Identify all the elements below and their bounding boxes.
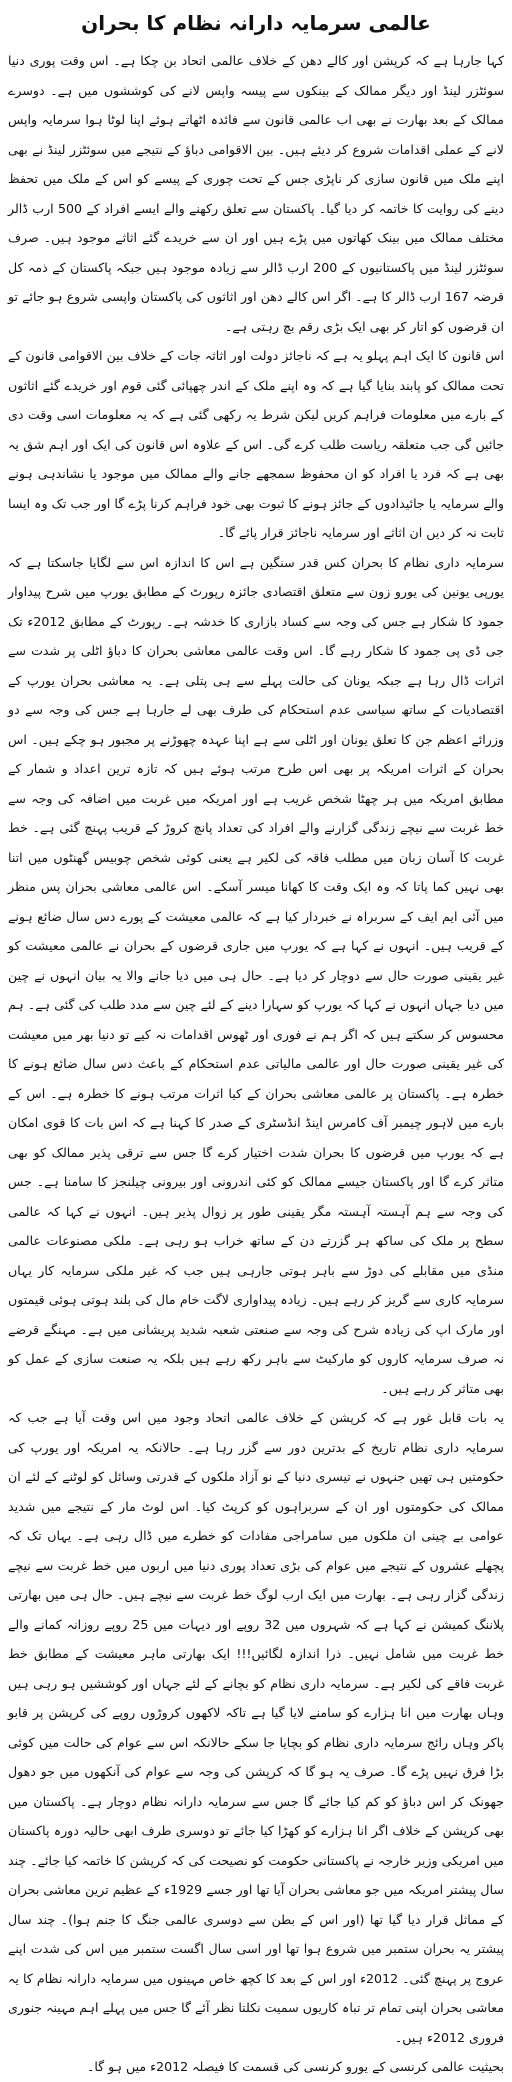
article-paragraph: سرمایہ داری نظام کا بحران کس قدر سنگین ہے اس کا اندازہ اس سے لگایا جاسکتا ہے کہ یورپی یونین کی یورو زون سے متعلق اقتصادی جائزہ رپورٹ کے مطابق یورپ میں شرح پیداوار جمود کا شکار ہے جس کی وجہ سے کساد بازاری کا خدشہ ہے۔ رپورٹ کے مطابق 2012ء تک جی ڈی پی جمود کا شکار رہے گا۔ اس وقت عالمی معاشی بحران کا دباؤ اٹلی پر شدت سے اثرات ڈال رہا ہے جبکہ یونان کی حالت پہلے سے ہی پتلی ہے۔ یہ معاشی بحران یورپ کے اقتصادیات کے ساتھ سیاسی عدم استحکام کی طرف بھی لے جارہا ہے جس کی وجہ سے دو وزرائے اعظم جن کا تعلق یونان اور اٹلی سے ہے اپنا عہدہ چھوڑنے پر مجبور ہو چکے ہیں۔ اس بحران کے اثرات امریکہ پر بھی اس طرح مرتب ہوئے ہیں کہ تازہ ترین اعداد و شمار کے مطابق امریکہ میں ہر چھٹا شخص غریب ہے اور امریکہ میں غربت میں اضافہ کی وجہ سے خط غربت سے نیچے زندگی گزارنے والے افراد کی تعداد پانچ کروڑ کے قریب پہنچ گئی ہے۔ خط غربت کا آسان زبان میں مطلب فاقہ کی لکیر ہے یعنی کوئی شخص چوبیس گھنٹوں میں اتنا بھی نہیں کما پاتا کہ وہ ایک وقت کا کھانا میسر آسکے۔ اس عالمی معاشی بحران پس منظر میں آئی ایم ایف کے سربراہ نے خبردار کیا ہے کہ عالمی معیشت کے پورے دس سال ضائع ہونے کے قریب ہیں۔ انہوں نے کہا ہے کہ یورپ میں جاری قرضوں کے بحران نے عالمی معیشت کو غیر یقینی صورت حال سے دوچار کر دیا ہے۔ حال ہی میں دیا جانے والا یہ بیان انہوں نے چین میں دیا جہاں انہوں نے کہا کہ یورپ کو سہارا دینے کے لئے چین سے مدد طلب کی گئی ہے۔ ہم محسوس کر سکتے ہیں کہ اگر ہم نے فوری اور ٹھوس اقدامات نہ کیے تو دنیا بھر میں معیشت کی غیر یقینی صورت حال اور عالمی مالیاتی عدم استحکام کے باعث دس سال ضائع ہونے کا خطرہ ہے۔ پاکستان پر عالمی معاشی بحران کے کیا اثرات مرتب ہونے کا خطرہ ہے۔ اس کے بارے میں لاہور چیمبر آف کامرس اینڈ انڈسٹری کے صدر کا کہنا ہے کہ اس بات کا قوی امکان ہے کہ یورپ میں قرضوں کا بحران شدت اختیار کرے گا جس سے ترقی پذیر ممالک کو بھی متاثر کرے گا اور پاکستان جیسے ممالک کو کئی اندرونی اور بیرونی چیلنجز کا سامنا ہے۔ جس کی وجہ سے ہم آہستہ آہستہ مگر یقینی طور پر زوال پذیر ہیں۔ انہوں نے کہا کہ عالمی سطح پر ملک کی ساکھ ہر گزرتے دن کے ساتھ خراب ہو رہی ہے۔ ملکی مصنوعات عالمی منڈی میں مقابلے کی دوڑ سے باہر ہوتی جارہی ہیں جب کہ غیر ملکی سرمایہ کار یہاں سرمایہ کاری سے گریز کر رہے ہیں۔ زیادہ پیداواری لاگت خام مال کی بلند ہوتی ہوئی قیمتوں اور مارک اپ کی زیادہ شرح کی وجہ سے صنعتی شعبہ شدید پریشانی میں ہے۔ مہنگے قرضے نہ صرف سرمایہ کاروں کو مارکیٹ سے باہر رکھ رہے ہیں بلکہ یہ صنعت سازی کے عمل کو بھی متاثر کر رہے ہیں۔ — [8, 554, 505, 1396]
article-paragraph: اس قانون کا ایک اہم پہلو یہ ہے کہ ناجائز دولت اور اثاثہ جات کے خلاف بین الاقوامی قانون کے تحت ممالک کو پابند بنایا گیا ہے کہ وہ اپنے ملک کے اندر چھپائی گئی قوم اور خریدے گئے اثاثوں کے بارے میں معلومات فراہم کریں لیکن شرط یہ رکھی گئی ہے کہ یہ معلومات اسی وقت دی جائیں گی جب متعلقہ ریاست طلب کرے گی۔ اس کے علاوہ اس قانون کی ایک اور اہم شق یہ بھی ہے کہ فرد یا افراد کو ان محفوظ سمجھے جانے والے ممالک میں موجود یا نشاندہی ہونے والے سرمایہ یا جائیدادوں کے جائز ہونے کا ثبوت بھی خود فراہم کرنا پڑے گا اور جب تک وہ ایسا ثابت نہ کر دیں ان اثاثے اور سرمایہ ناجائز قرار پائے گا۔ — [8, 348, 504, 540]
article-closing-line: بحیثیت عالمی کرنسی کے یورو کرنسی کی قسمت کا فیصلہ 2012ء میں ہو گا۔ — [86, 2059, 504, 2074]
article-title: عالمی سرمایہ دارانہ نظام کا بحران — [81, 11, 431, 35]
article-paragraph: یہ بات قابل غور ہے کہ کرپشن کے خلاف عالمی اتحاد وجود میں اس وقت آیا ہے جب کہ سرمایہ داری نظام تاریخ کے بدترین دور سے گزر رہا ہے۔ حالانکہ یہ امریکہ اور یورپ کی حکومتیں ہی تھیں جنہوں نے تیسری دنیا کے نو آزاد ملکوں کے قدرتی وسائل کو لوٹنے کے لئے ان ممالک کی حکومتوں اور ان کے سربراہوں کو کرپٹ کیا۔ اس لوٹ مار کے نتیجے میں شدید عوامی بے چینی ان ملکوں میں سامراجی مفادات کو خطرے میں ڈال رہی ہے۔ یہاں تک کہ پچھلے عشروں کے نتیجے میں عوام کی بڑی تعداد پوری دنیا میں اربوں میں خط غربت سے نیچے زندگی گزار رہی ہے۔ بھارت میں ایک ارب لوگ خط غربت سے نیچے ہیں۔ حال ہی میں بھارتی پلاننگ کمیشن نے کہا ہے کہ شہروں میں 32 روپے اور دیہات میں 25 روپے روزانہ کمانے والے خط غربت میں شامل نہیں۔ ذرا اندازہ لگائیں!!! ایک بھارتی ماہر معیشت کے مطابق خط غربت فاقے کی لکیر ہے۔ سرمایہ داری نظام کو بچانے کے لئے جہاں اور کوششیں ہو رہی ہیں وہاں بھارت میں انا ہزارے کو سامنے لایا گیا ہے تاکہ لاکھوں کروڑوں روپے کی کرپشن پر قابو پاکر وہاں رائج سرمایہ داری نظام کو بچایا جا سکے حالانکہ اس سے عوام کی حالت میں کوئی بڑا فرق نہیں پڑے گا۔ صرف یہ ہو گا کہ کرپشن کی وجہ سے عوام کی آنکھوں میں جو دھول جھونک کر اس دباؤ کو کم کیا جائے گا جس سے سرمایہ دارانہ نظام دوچار ہے۔ پاکستان میں بھی کرپشن کے خلاف اگر انا ہزارے کو کھڑا کیا جائے تو دوسری طرف ابھی حالیہ دورہ پاکستان میں امریکی وزیر خارجہ نے پاکستانی حکومت کو نصیحت کی کہ کرپشن کا خاتمہ کیا جائے۔ چند سال پیشتر امریکہ میں جو معاشی بحران آیا تھا اور جسے 1929ء کے عظیم ترین معاشی بحران کے مماثل قرار دیا گیا تھا (اور اس کے بطن سے دوسری عالمی جنگ کا جنم ہوا)۔ چند سال پیشتر یہ بحران ستمبر میں شروع ہوا تھا اور اسی سال اگست ستمبر میں اس کی شدت اپنے عروج پر پہنچ گئی۔ 2012ء اور اس کے بعد کا کچھ خاص مہینوں میں سرمایہ دارانہ نظام کا یہ معاشی بحران اپنی تمام تر تباہ کاریوں سمیت نکلتا نظر آئے گا جس میں پہلے اہم مہینہ جنوری فروری 2012ء ہیں۔ — [8, 1410, 505, 2045]
article-paragraph: کہا جارہا ہے کہ کرپشن اور کالے دھن کے خلاف عالمی اتحاد بن چکا ہے۔ اس وقت پوری دنیا سوئٹزر لینڈ اور دیگر ممالک کے بینکوں سے پیسہ واپس لانے کی کوششوں میں ہے۔ دوسرے ممالک کے بعد بھارت نے بھی اب عالمی قانون سے فائدہ اٹھاتے ہوئے اپنا لوٹا ہوا سرمایہ واپس لانے کے عملی اقدامات شروع کر دیئے ہیں۔ بین الاقوامی دباؤ کے نتیجے میں سوئٹزر لینڈ نے بھی اپنے ملک میں قانون سازی کر ناپڑی جس کے تحت چوری کے پیسے کو اس کے ملک میں تحفظ دینے کی روایت کا خاتمہ کر دیا گیا۔ پاکستان سے تعلق رکھنے والے ایسے افراد کے 500 ارب ڈالر مختلف ممالک میں بینک کھاتوں میں پڑے ہیں اور ان سے خریدے گئے اثاثے موجود ہیں۔ صرف سوئٹزر لینڈ میں پاکستانیوں کے 200 ارب ڈالر سے زیادہ موجود ہیں جبکہ پاکستان کے ذمہ کل قرضہ 167 ارب ڈالر کا ہے۔ اگر اس کالے دھن اور اثاثوں کی پاکستان واپسی شروع ہو جائے تو ان قرضوں کو اتار کر بھی ایک بڑی رقم بچ رہتی ہے۔ — [8, 53, 504, 334]
article-body — [8, 46, 504, 2052]
